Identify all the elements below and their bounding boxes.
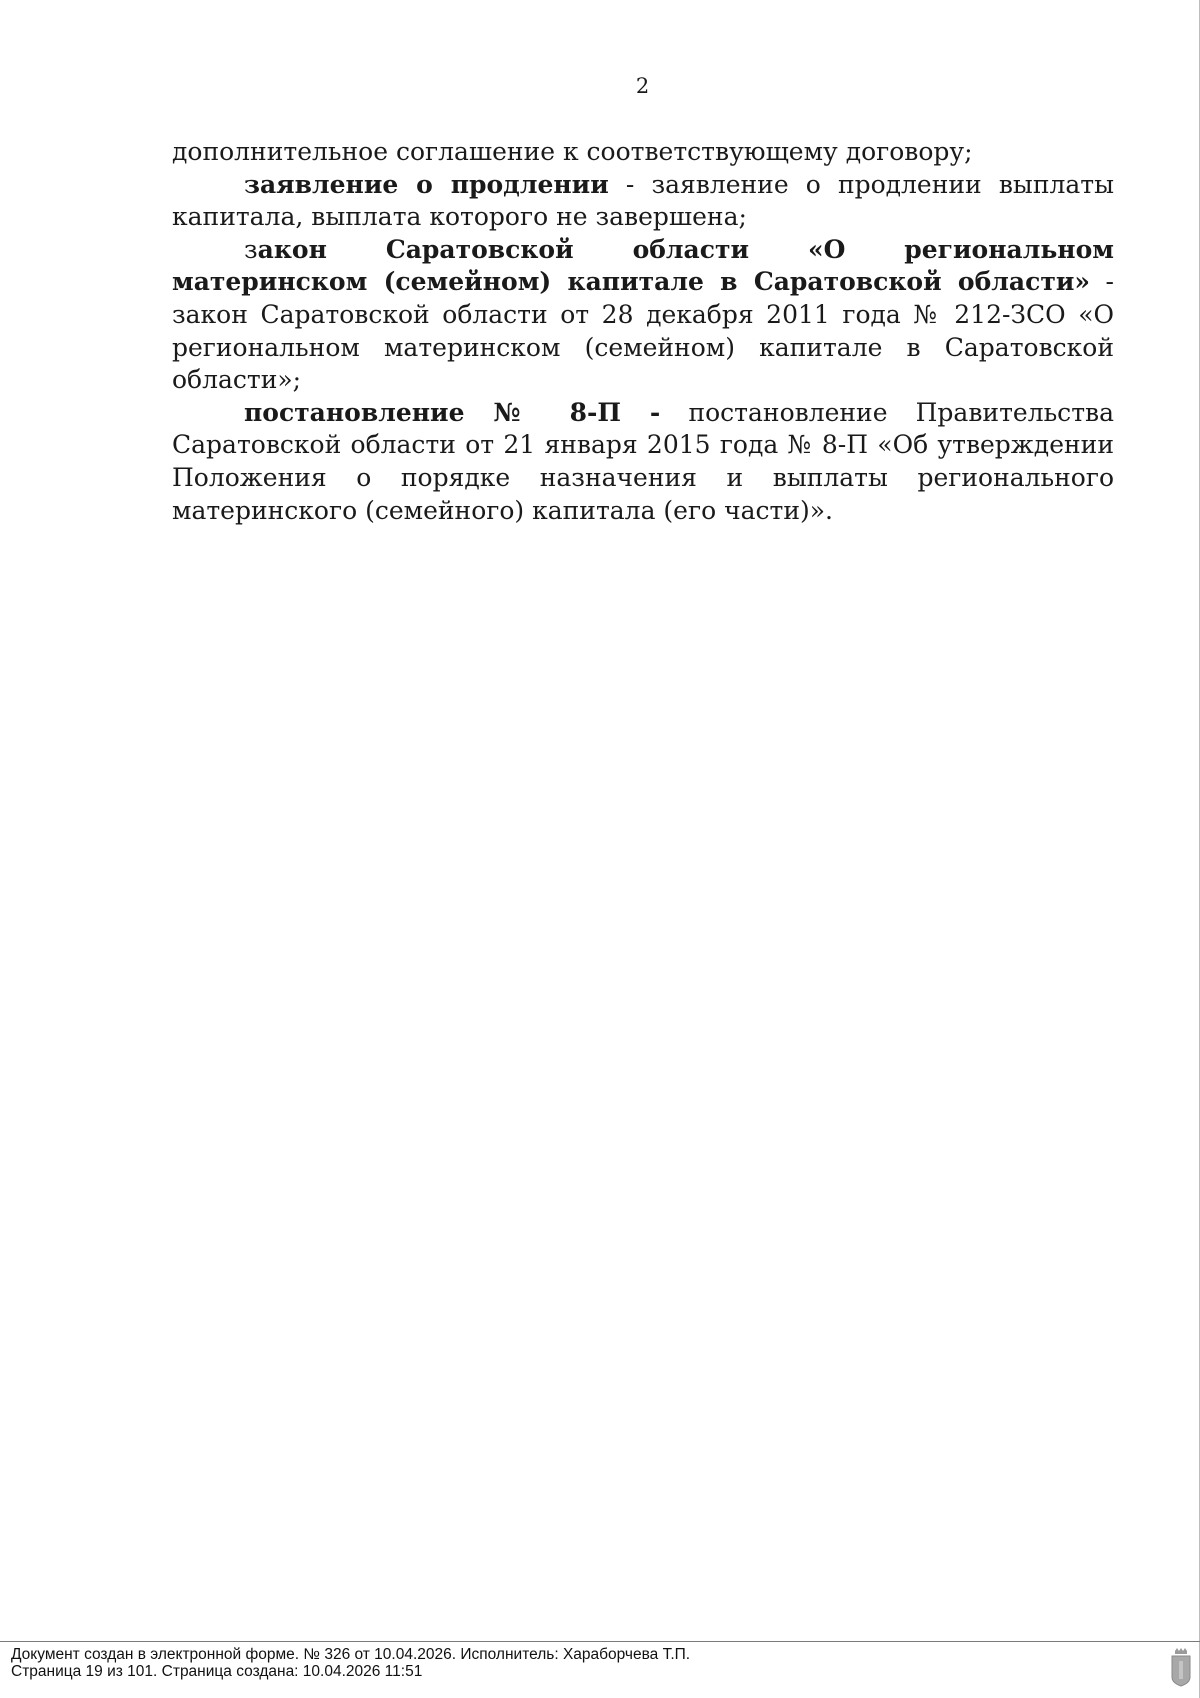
- paragraph-text: - закон Саратовской области от 28 декабря 2011 года № 212-ЗСО «О региональном материнском (семейном) капитале в Саратовской области»;: [172, 267, 1114, 395]
- paragraph-text: - заявление о продлении выплаты капитала, выплата которого не завершена;: [172, 169, 1114, 232]
- bold-term: постановление № 8-П -: [244, 397, 661, 427]
- bold-term: заявление о продлении: [244, 169, 609, 199]
- paragraph-text: постановление Правительства Саратовской области от 21 января 2015 года № 8-П «Об утверждении Положения о порядке назначения и выплаты регионального материнского (семейного) капитала (его части)».: [172, 397, 1114, 525]
- page-number: 2: [635, 74, 650, 98]
- paragraph-text: дополнительное соглашение к соответствующему договору;: [172, 137, 973, 166]
- coat-of-arms-icon: [1169, 1647, 1193, 1687]
- footer: [11, 1647, 690, 1680]
- paragraph: [172, 397, 1114, 527]
- paragraph: [172, 234, 1114, 397]
- footer-document-info: Документ создан в электронной форме. № 326 от 10.04.2026. Исполнитель: Хараборчева Т.П.: [11, 1646, 691, 1663]
- footer-divider: [0, 1641, 1200, 1642]
- bold-term: акон Саратовской области «О региональном материнском (семейном) капитале в Саратовской области»: [172, 234, 1114, 297]
- document-body: [172, 136, 1114, 527]
- footer-page-info: Страница 19 из 101. Страница создана: 10.04.2026 11:51: [11, 1662, 423, 1680]
- paragraph-text: з: [244, 234, 258, 264]
- paragraph: [172, 169, 1114, 234]
- paragraph: [172, 136, 1114, 169]
